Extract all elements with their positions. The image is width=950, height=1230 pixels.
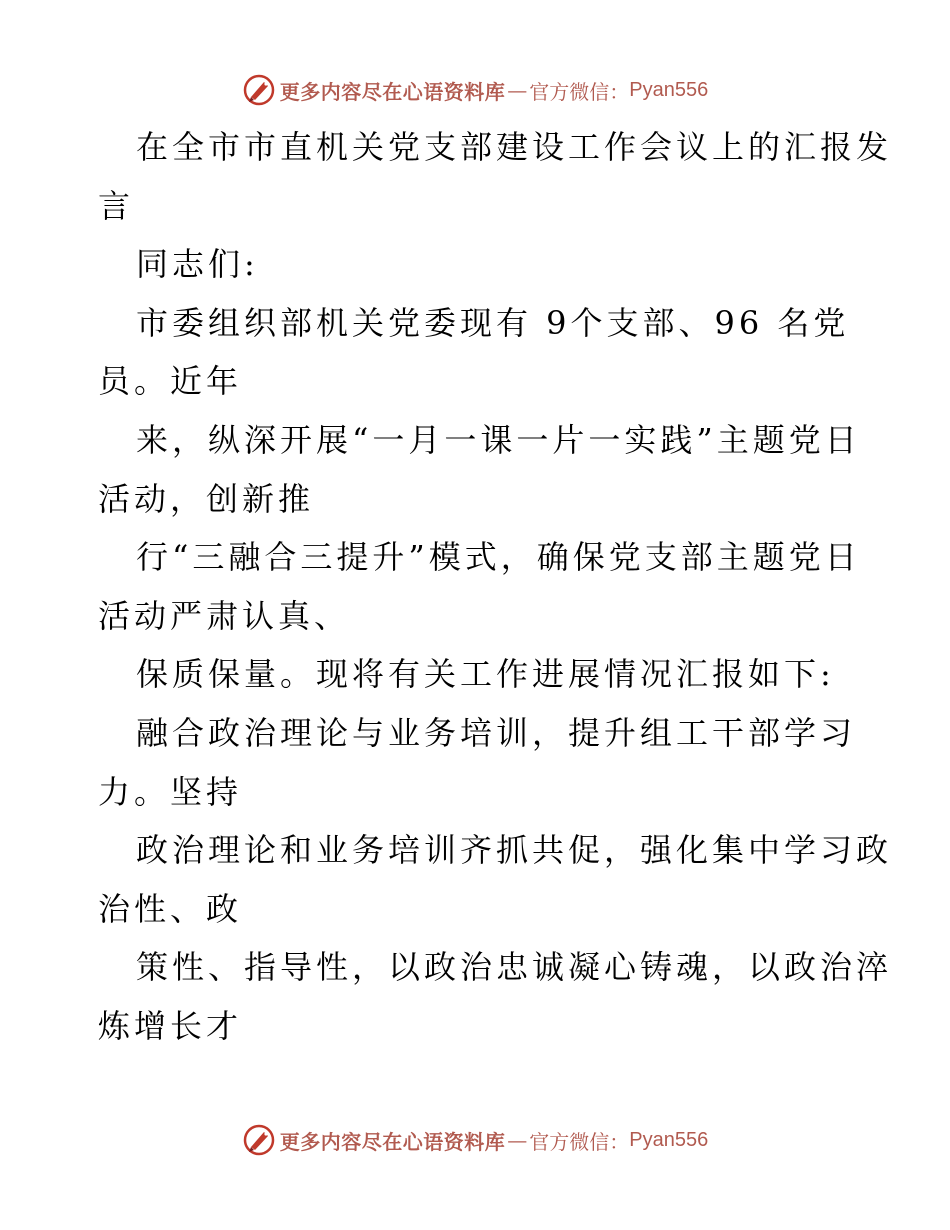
document-line: 市委组织部机关党委现有 9个支部、96 名党 [136,303,850,342]
banner-dash: — [507,1128,528,1152]
document-line: 来，纵深开展“一月一课一片一实践”主题党日 [136,420,861,459]
banner-site-text: 更多内容尽在心语资料库 [279,79,506,104]
document-line: 言 [98,186,135,225]
document-line: 政治理论和业务培训齐抓共促，强化集中学习政 [136,831,893,870]
document-body [98,118,893,1056]
banner-dash: — [507,78,528,102]
banner-wechat-id: Pyan556 [629,1128,709,1151]
document-line: 同志们: [136,245,259,284]
document-line: 融合政治理论与业务培训，提升组工干部学习 [136,713,857,752]
pen-logo-icon [242,73,276,107]
document-line: 治性、政 [98,889,243,928]
banner-wechat-label: 官方微信： [529,1129,630,1154]
document-line: 活动严肃认真、 [98,596,351,635]
banner-wechat-id: Pyan556 [629,78,709,101]
document-line: 在全市市直机关党支部建设工作会议上的汇报发 [136,128,893,166]
document-line: 员。近年 [98,362,243,401]
header-banner [0,68,950,112]
footer-banner [0,1118,950,1162]
banner-site-text: 更多内容尽在心语资料库 [279,1129,506,1154]
banner-wechat-label: 官方微信： [529,79,630,104]
document-line: 活动，创新推 [98,479,315,518]
document-line: 炼增长才 [98,1006,243,1045]
document-line: 力。坚持 [98,772,243,811]
document-line: 行“三融合三提升”模式，确保党支部主题党日 [136,538,861,577]
document-line: 保质保量。现将有关工作进展情况汇报如下: [136,655,835,694]
pen-logo-icon [242,1123,276,1157]
document-line: 策性、指导性，以政治忠诚凝心铸魂，以政治淬 [136,948,893,987]
